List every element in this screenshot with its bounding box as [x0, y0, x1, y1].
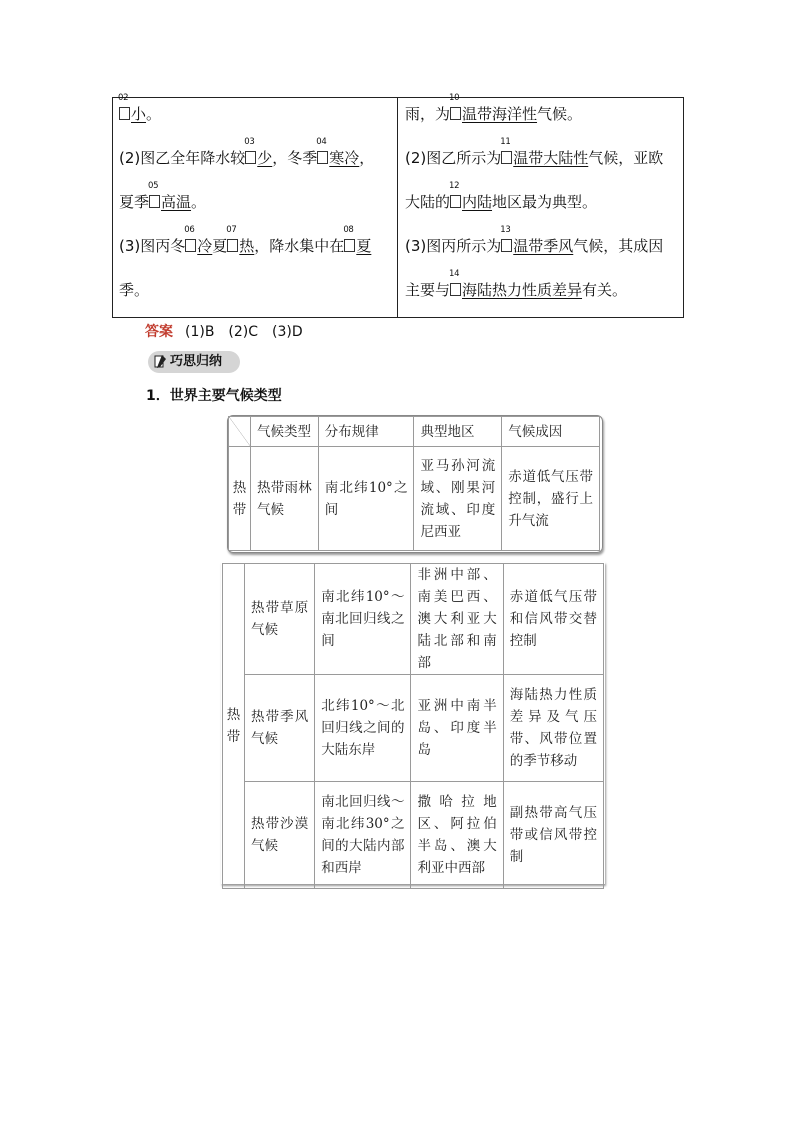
table-cell: 海陆热力性质差异及气压带、风带位置的季节移动: [503, 675, 603, 782]
answer-text: (1)B (2)C (3)D: [185, 324, 303, 340]
table-row: [229, 447, 600, 551]
table-cell: 亚洲中南半岛、印度半岛: [411, 675, 503, 782]
blank-box-icon: [450, 195, 461, 208]
header-corner: [229, 417, 251, 447]
blank-box-icon: [450, 283, 461, 296]
left-line-1: 02 小。: [118, 93, 162, 123]
pen-icon: [153, 354, 167, 370]
blank-box-icon: [149, 195, 160, 208]
table-cell: 亚马孙河流域、刚果河流域、印度尼西亚: [414, 447, 502, 551]
table-cell: 副热带高气压带或信风带控制: [503, 782, 603, 889]
table-header-row: [229, 417, 600, 447]
table-row: [223, 564, 604, 675]
table-cell: 北纬10°～北回归线之间的大陆东岸: [315, 675, 411, 782]
answer-label: 答案: [145, 324, 173, 340]
blank-box-icon: [450, 107, 461, 120]
table-cell: 非洲中部、南美巴西、澳大利亚大陆北部和南部: [411, 564, 503, 675]
zone-cell: 热带: [223, 564, 245, 889]
answer-explanation-box: [112, 93, 684, 318]
badge-text: 巧思归纳: [170, 354, 223, 369]
table-cell: 南北纬10°之间: [318, 447, 414, 551]
column-divider: [397, 98, 398, 317]
right-line-1: 雨，为 10 温带海洋性气候。: [405, 93, 583, 123]
right-line-5: 主要与 14 海陆热力性质差异有关。: [405, 269, 628, 299]
summary-badge: [148, 351, 240, 373]
right-line-2: (2)图乙所示为 11 温带大陆性气候，亚欧: [405, 137, 664, 167]
blank-box-icon: [119, 107, 130, 120]
table-cell: 撒哈拉地区、阿拉伯半岛、澳大利亚中西部: [411, 782, 503, 889]
table-cell: 南北回归线～南北纬30°之间的大陆内部和西岸: [315, 782, 411, 889]
right-line-4: (3)图丙所示为 13 温带季风气候，其成因: [405, 225, 664, 255]
zone-cell: 热带: [229, 447, 251, 551]
table-cell: 赤道低气压带和信风带交替控制: [503, 564, 603, 675]
table-cell: 热带季风气候: [245, 675, 315, 782]
blank-box-icon: [317, 151, 328, 164]
blank-box-icon: [501, 151, 512, 164]
blank-box-icon: [185, 239, 196, 252]
header-cell: 气候类型: [250, 417, 318, 447]
climate-table-1: [228, 416, 600, 551]
table-cell: 热带草原气候: [245, 564, 315, 675]
header-cell: 分布规律: [318, 417, 414, 447]
left-line-5: 季。: [119, 281, 150, 299]
table-row: [223, 782, 604, 889]
table-cell: 南北纬10°～南北回归线之间: [315, 564, 411, 675]
left-line-3: 夏季 05 高温。: [119, 181, 207, 211]
left-line-2: (2)图乙全年降水较 03 少，冬季 04 寒冷，: [119, 137, 375, 167]
left-line-4: (3)图丙冬 06 冷夏 07 热，降水集中在 08 夏: [119, 225, 372, 255]
header-cell: 典型地区: [414, 417, 502, 447]
table-row: [223, 675, 604, 782]
table-cell: 热带沙漠气候: [245, 782, 315, 889]
blank-box-icon: [501, 239, 512, 252]
blank-box-icon: [227, 239, 238, 252]
climate-table-2: [222, 563, 604, 889]
table-cell: 赤道低气压带控制，盛行上升气流: [502, 447, 600, 551]
section-title: 1．世界主要气候类型: [146, 388, 282, 404]
table-cell: 热带雨林气候: [250, 447, 318, 551]
blank-box-icon: [344, 239, 355, 252]
right-line-3: 大陆的 12 内陆地区最为典型。: [405, 181, 598, 211]
blank-box-icon: [245, 151, 256, 164]
answer-line: [145, 321, 303, 341]
header-cell: 气候成因: [502, 417, 600, 447]
